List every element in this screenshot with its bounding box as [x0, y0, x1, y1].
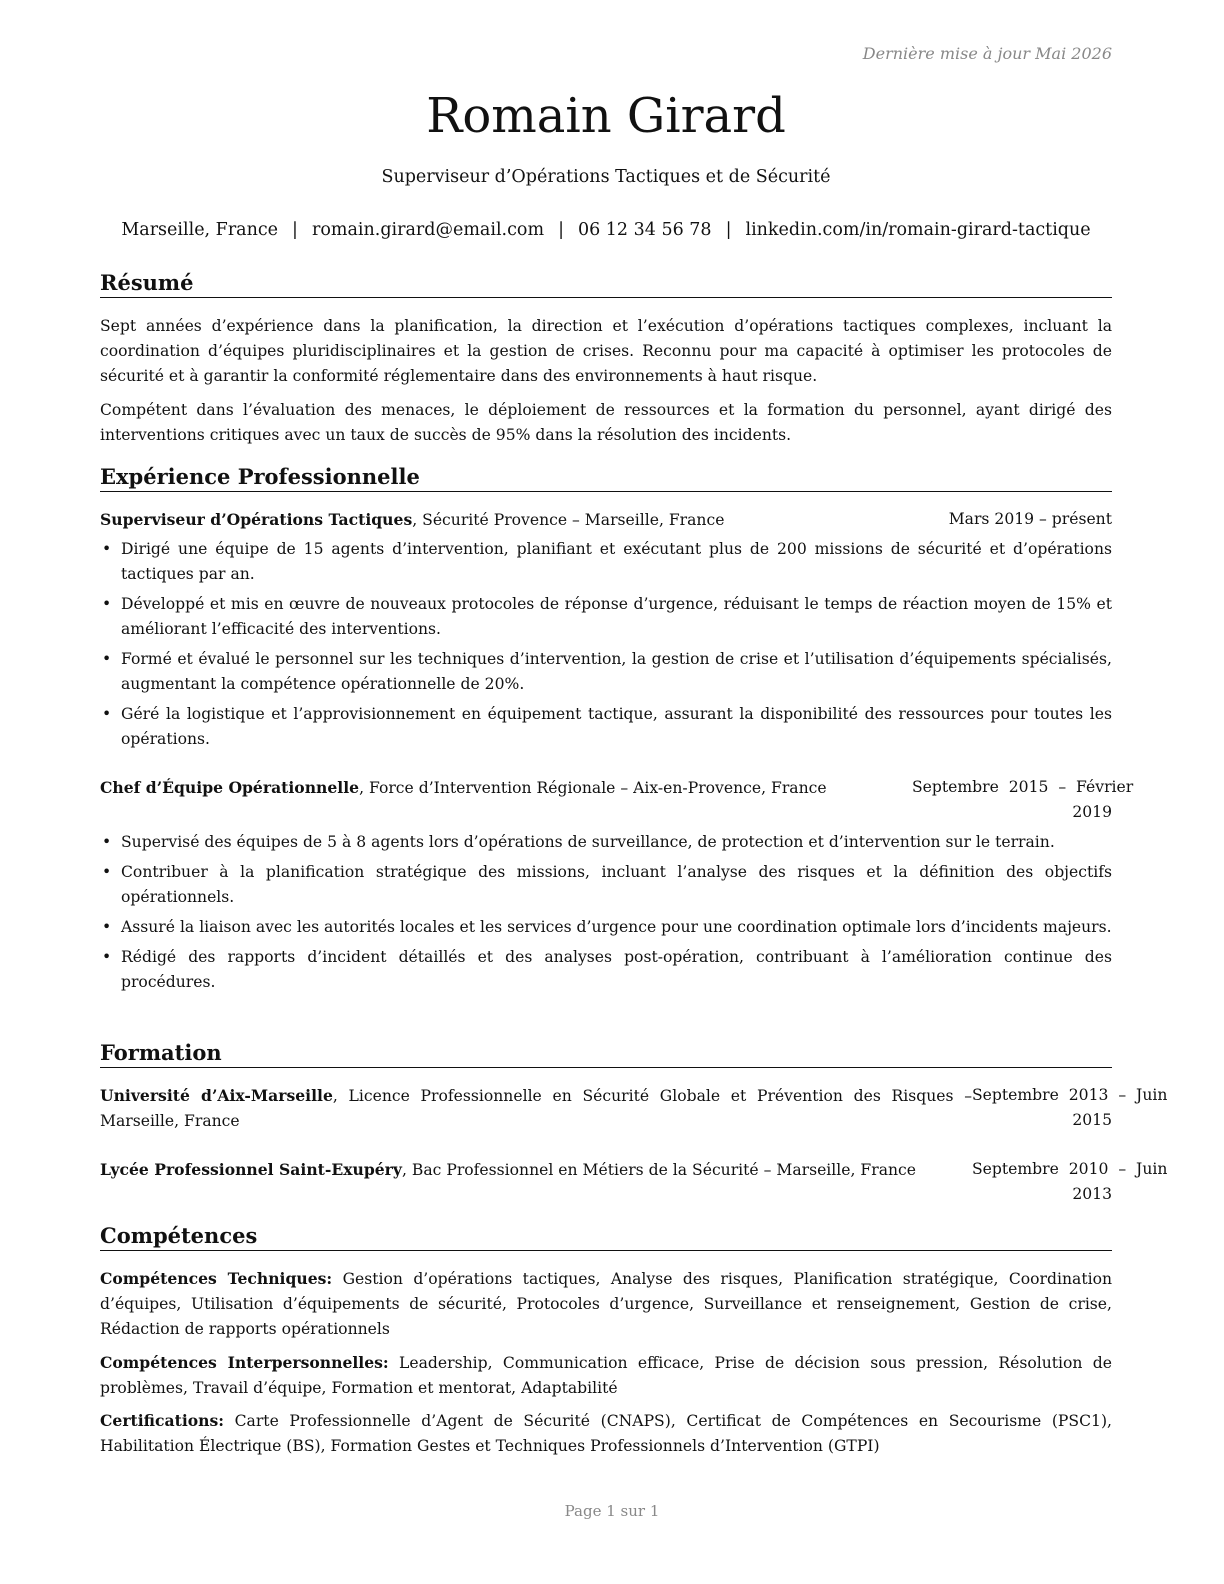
- contact-phone[interactable]: 06 12 34 56 78: [577, 220, 712, 240]
- section-title-summary: Résumé: [100, 270, 1112, 298]
- resume-page: [100, 0, 1168, 1584]
- skill-group: [100, 1350, 1112, 1401]
- education-text: [100, 1083, 972, 1134]
- skill-group-label: Certifications:: [100, 1411, 225, 1430]
- job-bullet: • Dirigé une équipe de 15 agents d’intervention, planifiant et exécutant plus de 200 missions de sécurité et d’opérations tactiques par an.: [100, 537, 1112, 587]
- education-dates-line: Septembre 2010 – Juin: [972, 1160, 1168, 1178]
- summary-paragraph: Compétent dans l’évaluation des menaces, le déploiement de ressources et la formation du personnel, ayant dirigé des interventions critiques avec un taux de succès de 95% dans la résolution des incidents.: [100, 401, 1112, 444]
- job-bullet: • Géré la logistique et l’approvisionnement en équipement tactique, assurant la disponibilité des ressources pour toutes les opérations.: [100, 702, 1112, 752]
- job-bullet: • Supervisé des équipes de 5 à 8 agents lors d’opérations de surveillance, de protection et d’intervention sur le terrain.: [100, 830, 1118, 855]
- education-item: [100, 1157, 1168, 1203]
- section-title-education: Formation: [100, 1040, 1112, 1068]
- education-detail: , Bac Professionnel en Métiers de la Sécurité – Marseille, France: [401, 1161, 916, 1179]
- education-dates: [972, 1083, 1168, 1133]
- job-organization: , Sécurité Provence – Marseille, France: [412, 511, 725, 529]
- education-item: [100, 1083, 1168, 1134]
- job-role: Superviseur d’Opérations Tactiques: [100, 510, 413, 529]
- job-bullet: • Rédigé des rapports d’incident détaillés et des analyses post-opération, contribuant à l’amélioration continue des procédures.: [100, 945, 1112, 995]
- education-dates-line: 2013: [1072, 1185, 1112, 1203]
- contact-separator: |: [292, 220, 298, 240]
- skill-group-label: Compétences Techniques:: [100, 1269, 333, 1288]
- contact-separator: |: [725, 220, 732, 240]
- education-school: Université d’Aix-Marseille: [100, 1086, 333, 1105]
- education-text: [100, 1157, 972, 1183]
- education-school: Lycée Professionnel Saint-Exupéry: [100, 1160, 402, 1179]
- contact-location: Marseille, France: [121, 220, 279, 240]
- education-dates-line: Septembre 2013 – Juin: [972, 1086, 1168, 1104]
- job-dates: [912, 775, 1134, 825]
- skill-group-text: Carte Professionnelle d’Agent de Sécurité (CNAPS), Certificat de Compétences en Secourisme (PSC1), Habilitation Électrique (BS), Formation Gestes et Techniques Professionnels d’Intervention (GTPI): [100, 1412, 1112, 1455]
- contact-email[interactable]: romain.girard@email.com: [311, 220, 545, 240]
- contact-linkedin[interactable]: linkedin.com/in/romain-girard-tactique: [745, 220, 1091, 240]
- job-bullet: • Contribuer à la planification stratégique des missions, incluant l’analyse des risques et la définition des objectifs opérationnels.: [100, 860, 1112, 910]
- education-dates: [972, 1157, 1168, 1207]
- job-dates-line: Septembre 2015 – Février: [912, 778, 1134, 796]
- job-bullet: • Assuré la liaison avec les autorités locales et les services d’urgence pour une coordination optimale lors d’incidents majeurs.: [100, 915, 1112, 940]
- job-role: Chef d’Équipe Opérationnelle: [100, 778, 360, 797]
- section-title-skills: Compétences: [100, 1223, 1112, 1251]
- contact-line: [100, 220, 1112, 240]
- section-title-experience: Expérience Professionnelle: [100, 464, 1112, 492]
- last-updated: Dernière mise à jour Mai 2026: [862, 44, 1112, 63]
- job-bullet-list: [100, 830, 1112, 1000]
- job-bullet: • Formé et évalué le personnel sur les techniques d’intervention, la gestion de crise et l’utilisation d’équipements spécialisés, augmentant la compétence opérationnelle de 20%.: [100, 647, 1112, 697]
- skill-group-label: Compétences Interpersonnelles:: [100, 1353, 389, 1372]
- skill-group: [100, 1266, 1112, 1342]
- job-dates-line: 2019: [1072, 803, 1112, 821]
- job-dates: Mars 2019 – présent: [948, 510, 1112, 528]
- job-header: [100, 775, 1134, 821]
- skill-group-text: Gestion d’opérations tactiques, Analyse des risques, Planification stratégique, Coordination d’équipes, Utilisation d’équipements de sécurité, Protocoles d’urgence, Surveillance et renseignement, Gestion de crise, Rédaction de rapports opérationnels: [100, 1270, 1113, 1338]
- job-title: Superviseur d’Opérations Tactiques et de Sécurité: [381, 167, 831, 187]
- contact-separator: |: [558, 220, 564, 240]
- job-organization: , Force d’Intervention Régionale – Aix-en-Provence, France: [359, 779, 827, 797]
- page-number: Page 1 sur 1: [564, 1502, 660, 1520]
- candidate-name: Romain Girard: [426, 88, 786, 144]
- education-dates-line: 2015: [1072, 1111, 1112, 1129]
- education-detail: , Licence Professionnelle en Sécurité Globale et Prévention des Risques – Marseille, France: [100, 1087, 972, 1130]
- job-bullet-list: [100, 537, 1112, 757]
- job-bullet: • Développé et mis en œuvre de nouveaux protocoles de réponse d’urgence, réduisant le temps de réaction moyen de 15% et améliorant l’efficacité des interventions.: [100, 592, 1112, 642]
- skill-group: [100, 1408, 1112, 1459]
- summary-paragraph: Sept années d’expérience dans la planification, la direction et l’exécution d’opérations tactiques complexes, incluant la coordination d’équipes pluridisciplinaires et la gestion de crises. Reconnu pour ma capacité à optimiser les protocoles de sécurité et à garantir la conformité réglementaire dans des environnements à haut risque.: [100, 317, 1112, 385]
- job-header: [100, 507, 1112, 533]
- skill-group-text: Leadership, Communication efficace, Prise de décision sous pression, Résolution de problèmes, Travail d’équipe, Formation et mentorat, Adaptabilité: [100, 1354, 1112, 1397]
